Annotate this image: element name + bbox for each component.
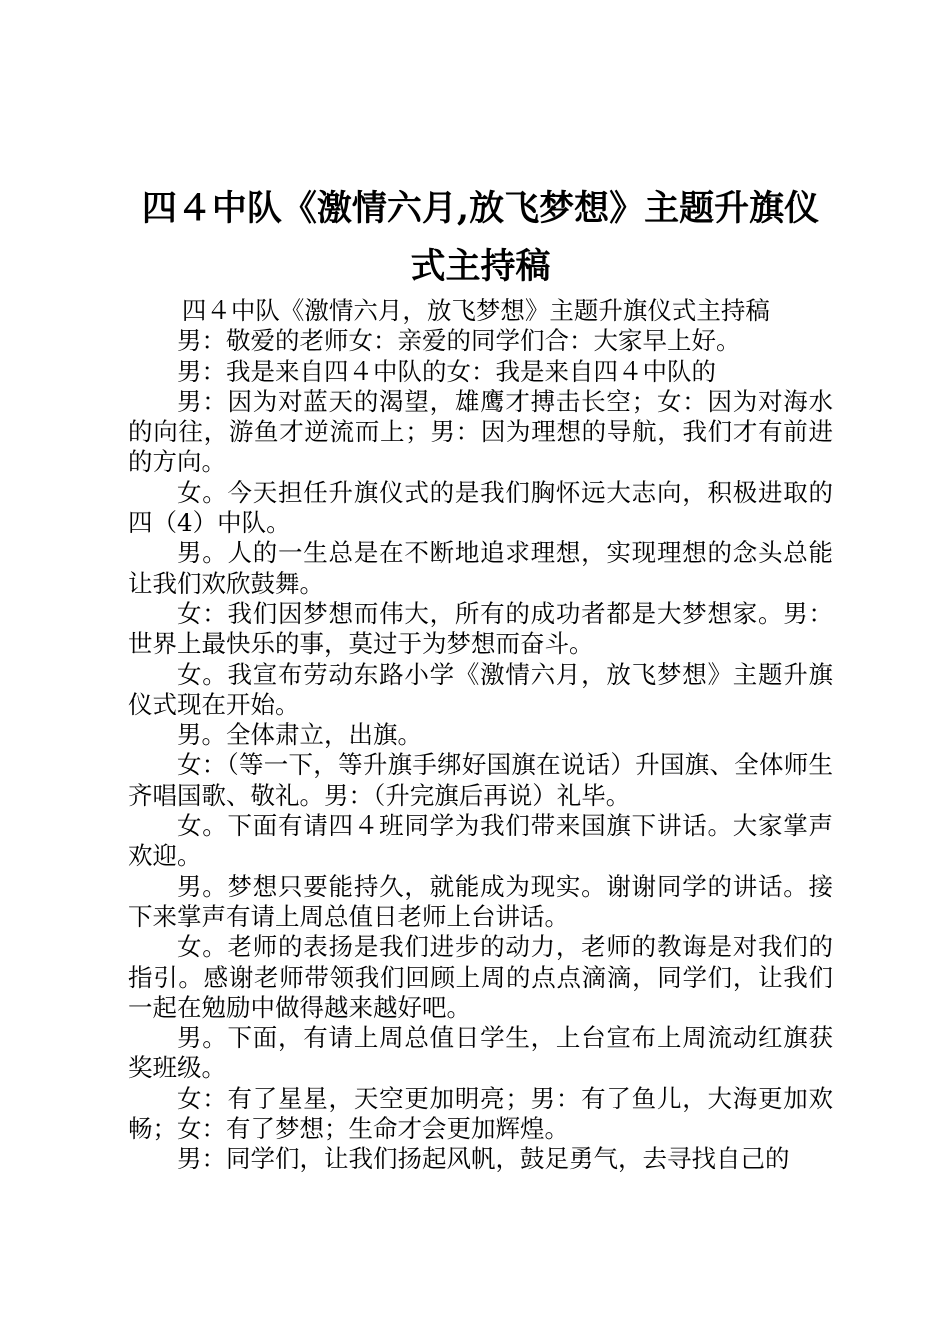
paragraph: 男：我是来自四４中队的女：我是来自四４中队的: [177, 356, 716, 386]
paragraph: 女。老师的表扬是我们进步的动力，老师的教诲是对我们的指引。感谢老师带领我们回顾上周的点点滴滴，同学们，让我们一起在勉励中做得越来越好吧。: [128, 932, 833, 1022]
paragraph: 男：敬爱的老师女：亲爱的同学们合：大家早上好。: [177, 326, 741, 356]
paragraph: 女。下面有请四４班同学为我们带来国旗下讲话。大家掌声欢迎。: [128, 811, 833, 871]
document-title: 四４中队《激情六月,放飞梦想》主题升旗仪式主持稿: [141, 188, 820, 287]
document-body: [128, 296, 833, 1175]
paragraph: 男。全体肃立，出旗。: [177, 720, 422, 750]
paragraph: 男：因为对蓝天的渴望，雄鹰才搏击长空；女：因为对海水的向往，游鱼才逆流而上；男：因为理想的导航，我们才有前进的方向。: [128, 386, 833, 477]
paragraph: 男。梦想只要能持久，就能成为现实。谢谢同学的讲话。接下来掌声有请上周总值日老师上台讲话。: [128, 871, 833, 931]
paragraph: 女。今天担任升旗仪式的是我们胸怀远大志向，积极进取的四（4）中队。: [128, 477, 833, 538]
paragraph: 男。下面，有请上周总值日学生，上台宣布上周流动红旗获奖班级。: [128, 1023, 833, 1083]
paragraph: 女：我们因梦想而伟大，所有的成功者都是大梦想家。男：世界上最快乐的事，莫过于为梦想而奋斗。: [128, 598, 833, 659]
paragraph: 女。我宣布劳动东路小学《激情六月，放飞梦想》主题升旗仪式现在开始。: [128, 659, 833, 719]
paragraph: 男。人的一生总是在不断地追求理想，实现理想的念头总能让我们欢欣鼓舞。: [128, 538, 833, 598]
paragraph: 男：同学们，让我们扬起风帆，鼓足勇气，去寻找自己的: [177, 1144, 790, 1174]
paragraph: 四４中队《激情六月，放飞梦想》主题升旗仪式主持稿: [181, 296, 770, 325]
paragraph: 女：有了星星，天空更加明亮；男：有了鱼儿，大海更加欢畅；女：有了梦想；生命才会更加辉煌。: [128, 1083, 833, 1144]
paragraph: 女：（等一下，等升旗手绑好国旗在说话）升国旗、全体师生齐唱国歌、敬礼。男：（升完旗后再说）礼毕。: [128, 750, 833, 810]
